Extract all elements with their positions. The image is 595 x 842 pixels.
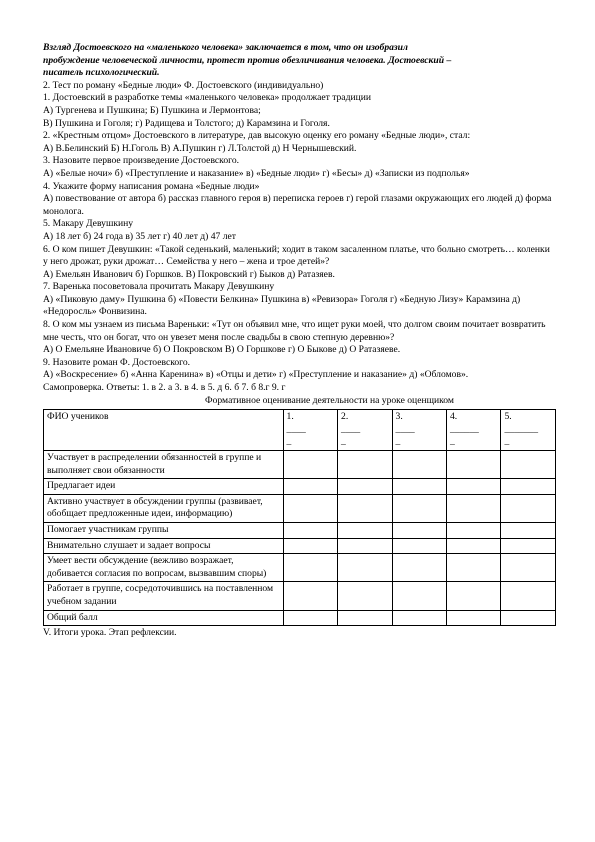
score-cell[interactable]	[338, 479, 392, 495]
question-2: 2. «Крестным отцом» Достоевского в литературе, дав высокую оценку его роману «Бедные люди», стал:	[43, 130, 471, 142]
score-cell[interactable]	[392, 538, 446, 554]
self-check-answers: Самопроверка. Ответы: 1. в 2. а 3. в 4. в 5. д 6. б 7. б 8.г 9. г	[43, 382, 286, 394]
name-blank: _	[504, 436, 510, 448]
table-caption: Формативное оценивание деятельности на уроке оценщиком	[205, 394, 454, 406]
score-cell[interactable]	[338, 522, 392, 538]
question-3: 3. Назовите первое произведение Достоевского.	[43, 155, 240, 167]
score-cell[interactable]	[338, 610, 392, 626]
test-title: 2. Тест по роману «Бедные люди» Ф. Достоевского (индивидуально)	[43, 79, 324, 91]
score-cell[interactable]	[392, 479, 446, 495]
criterion-cell: Умеет вести обсуждение (вежливо возражает, добивается согласия по вопросам, вызвавшим споры)	[44, 554, 284, 582]
criterion-cell: Работает в группе, сосредоточившись на поставленном учебном задании	[44, 582, 284, 610]
intro-line: пробуждение человеческой личности, протест против обезличивания человека. Достоевский –	[43, 54, 452, 66]
column-number: 3.	[395, 411, 403, 423]
name-blank: _	[341, 436, 346, 448]
name-blank: _	[395, 436, 401, 448]
score-cell[interactable]	[283, 522, 337, 538]
score-cell[interactable]	[447, 479, 501, 495]
name-blank: ______	[450, 423, 479, 435]
score-cell[interactable]	[501, 610, 556, 626]
column-number: 1.	[286, 411, 294, 423]
question-7: 7. Варенька посоветовала прочитать Макару Девушкину	[43, 281, 275, 293]
score-cell[interactable]	[392, 522, 446, 538]
table-header-label: ФИО учеников	[44, 410, 284, 451]
score-cell[interactable]	[447, 494, 501, 522]
score-cell[interactable]	[338, 582, 392, 610]
student-column-3[interactable]	[392, 410, 446, 451]
score-cell[interactable]	[392, 451, 446, 479]
section-footer: V. Итоги урока. Этап рефлексии.	[43, 627, 177, 639]
criterion-cell: Активно участвует в обсуждении группы (развивает, обобщает предложенные идеи, информацию)	[44, 494, 284, 522]
score-cell[interactable]	[283, 554, 337, 582]
intro-line: писатель психологический.	[43, 67, 160, 79]
table-row	[44, 494, 556, 522]
score-cell[interactable]	[447, 522, 501, 538]
answers-9: А) «Воскресение» б) «Анна Каренина» в) «Отцы и дети» г) «Преступление и наказание» д) «Обломов».	[43, 369, 469, 381]
score-cell[interactable]	[338, 554, 392, 582]
answers-8: А) О Емельяне Ивановиче б) О Покровском В) О Горшкове г) О Быкове д) О Ратазяеве.	[43, 344, 401, 356]
assessment-table	[43, 409, 556, 626]
score-cell[interactable]	[501, 522, 556, 538]
answers-2: А) В.Белинский Б) Н.Гоголь В) А.Пушкин г) Л.Толстой д) Н Чернышевский.	[43, 142, 357, 154]
score-cell[interactable]	[338, 451, 392, 479]
student-column-4[interactable]	[447, 410, 501, 451]
test-section	[43, 80, 556, 395]
score-cell[interactable]	[338, 494, 392, 522]
answers-6: А) Емельян Иванович б) Горшков. В) Покровский г) Быков д) Ратазяев.	[43, 268, 335, 280]
score-cell[interactable]	[283, 538, 337, 554]
score-cell[interactable]	[392, 582, 446, 610]
answers-1a: А) Тургенева и Пушкина; Б) Пушкина и Лермонтова;	[43, 104, 261, 116]
score-cell[interactable]	[501, 538, 556, 554]
document-page	[43, 42, 556, 640]
criterion-cell: Помогает участникам группы	[44, 522, 284, 538]
table-row	[44, 582, 556, 610]
name-blank: ____	[286, 423, 306, 435]
score-cell[interactable]	[283, 479, 337, 495]
table-row	[44, 610, 556, 626]
column-number: 5.	[504, 411, 512, 423]
student-column-1[interactable]	[283, 410, 337, 451]
name-blank: _______	[504, 423, 539, 435]
score-cell[interactable]	[392, 494, 446, 522]
score-cell[interactable]	[501, 494, 556, 522]
score-cell[interactable]	[392, 554, 446, 582]
score-cell[interactable]	[447, 451, 501, 479]
score-cell[interactable]	[283, 582, 337, 610]
answers-7: А) «Пиковую даму» Пушкина б) «Повести Белкина» Пушкина в) «Ревизора» Гоголя г) «Бедную Лизу» Карамзина д) «Недоросль» Фонвизина.	[43, 293, 521, 318]
criterion-cell: Участвует в распределении обязанностей в группе и выполняет свои обязанности	[44, 451, 284, 479]
table-header-row	[44, 410, 556, 451]
question-8: 8. О ком мы узнаем из письма Вареньки: «Тут он объявил мне, что ищет руки моей, что долгом своим почитает возвратить мне честь, что он богат, что он увезет меня после свадьбы в свою степную деревню»?	[43, 319, 546, 343]
score-cell[interactable]	[283, 610, 337, 626]
student-column-5[interactable]	[501, 410, 556, 451]
name-blank: _	[286, 436, 292, 448]
column-number: 2.	[341, 411, 349, 423]
answers-3: А) «Белые ночи» б) «Преступление и наказание» в) «Бедные люди» г) «Бесы» д) «Записки из подполья»	[43, 167, 470, 179]
score-cell[interactable]	[447, 582, 501, 610]
question-9: 9. Назовите роман Ф. Достоевского.	[43, 356, 191, 368]
score-cell[interactable]	[338, 538, 392, 554]
name-blank: ____	[395, 423, 415, 435]
score-cell[interactable]	[447, 610, 501, 626]
column-number: 4.	[450, 411, 458, 423]
answers-5: А) 18 лет б) 24 года в) 35 лет г) 40 лет д) 47 лет	[43, 230, 236, 242]
question-1: 1. Достоевский в разработке темы «маленького человека» продолжает традиции	[43, 92, 371, 104]
question-4: 4. Укажите форму написания романа «Бедные люди»	[43, 180, 260, 192]
intro-paragraph	[43, 42, 556, 80]
table-row	[44, 479, 556, 495]
question-5: 5. Макару Девушкину	[43, 218, 134, 230]
total-score-label: Общий балл	[44, 610, 284, 626]
criterion-cell: Предлагает идеи	[44, 479, 284, 495]
score-cell[interactable]	[283, 451, 337, 479]
score-cell[interactable]	[392, 610, 446, 626]
table-row	[44, 538, 556, 554]
answers-1b: В) Пушкина и Гоголя; г) Радищева и Толстого; д) Карамзина и Гоголя.	[43, 117, 330, 129]
score-cell[interactable]	[501, 451, 556, 479]
score-cell[interactable]	[447, 538, 501, 554]
question-6: 6. О ком пишет Девушкин: «Такой седенький, маленький; ходит в таком засаленном платье, что больно смотреть… коленки у него дрожат, руки дрожат… Семейства у него – жена и трое детей»?	[43, 243, 550, 268]
table-row	[44, 522, 556, 538]
student-column-2[interactable]	[338, 410, 392, 451]
name-blank: ____	[341, 423, 361, 435]
score-cell[interactable]	[501, 582, 556, 610]
score-cell[interactable]	[283, 494, 337, 522]
criterion-cell: Внимательно слушает и задает вопросы	[44, 538, 284, 554]
table-row	[44, 554, 556, 582]
intro-line: Взгляд Достоевского на «маленького человека» заключается в том, что он изобразил	[43, 42, 408, 53]
answers-4: А) повествование от автора б) рассказ главного героя в) переписка героев г) герой глазами окружающих его людей д) форма монолога.	[43, 193, 552, 217]
table-row	[44, 451, 556, 479]
score-cell[interactable]	[447, 554, 501, 582]
score-cell[interactable]	[501, 554, 556, 582]
score-cell[interactable]	[501, 479, 556, 495]
name-blank: _	[450, 436, 455, 448]
